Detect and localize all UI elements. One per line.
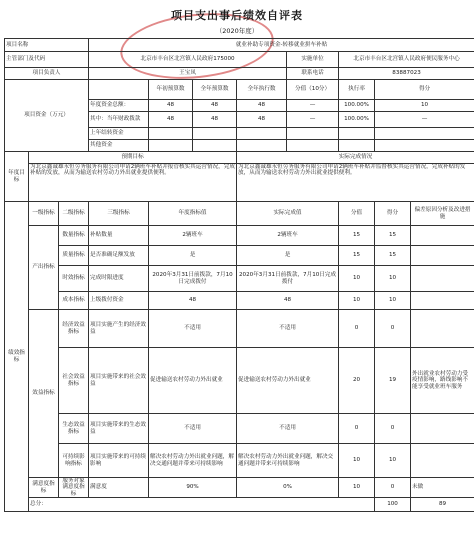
indicator-get: 0 — [375, 414, 411, 444]
indicator-target: 是 — [149, 246, 237, 266]
leader-label: 项目负责人 — [5, 68, 89, 80]
total-score: 100 — [375, 498, 411, 512]
funds-exec: 48 — [237, 100, 287, 112]
funds-label: 项目资金（万元） — [5, 80, 89, 152]
fiscal-year: （2020年度） — [215, 27, 259, 35]
indicator-row — [5, 310, 474, 348]
effect-label: 效益指标 — [29, 310, 59, 478]
funds-score: — — [287, 100, 339, 112]
dept-value: 北京市丰台区北宫镇人民政府175000 — [89, 52, 287, 68]
indicator-l2: 质量指标 — [59, 246, 89, 266]
indicator-reason — [411, 414, 474, 444]
indicator-row — [5, 266, 474, 292]
funds-score: — — [287, 112, 339, 128]
indicator-target: 促进输送农村劳动力外出就业 — [149, 348, 237, 414]
funds-full: 48 — [193, 100, 237, 112]
goal-actual: 为北京鑫诚雄永恒劳务服务有限公司申请2辆班车补贴并监督核实其运营情况，完成补贴的发放，从而为输送农村劳动力外出就业提供便利。 — [237, 164, 474, 202]
indicator-target: 90% — [149, 478, 237, 498]
goal-expected: 为北京鑫诚雄永恒劳务服务有限公司申请2辆班车补贴并报管核实其运营情况，完成补贴的发放，从而为输送农村劳动力外出就业提供便利。 — [29, 164, 237, 202]
satisfaction-label: 满意度指标 — [29, 478, 59, 498]
col-budget: 年初预算数 — [149, 80, 193, 100]
indicator-l3: 满意度 — [89, 478, 149, 498]
indicator-row — [5, 226, 474, 246]
total-row — [5, 498, 474, 512]
output-label: 产出指标 — [29, 226, 59, 310]
h-l1: 一级指标 — [29, 202, 59, 226]
indicator-get: 0 — [375, 478, 411, 498]
funds-row-label: 上年结转资金 — [89, 128, 149, 140]
indicator-target: 48 — [149, 292, 237, 310]
funds-row-label: 其他资金 — [89, 140, 149, 152]
indicator-target: 不适用 — [149, 310, 237, 348]
phone-label: 联系电话 — [287, 68, 339, 80]
indicator-reason — [411, 310, 474, 348]
indicator-score: 10 — [339, 478, 375, 498]
indicator-get: 15 — [375, 246, 411, 266]
indicator-actual: 2020年3月31日前拨款，7月10日完成拨付 — [237, 266, 339, 292]
indicator-get: 15 — [375, 226, 411, 246]
project-name-label: 项目名称 — [5, 39, 89, 52]
indicator-target: 2辆班车 — [149, 226, 237, 246]
indicator-row — [5, 246, 474, 266]
indicator-l2: 社会效益指标 — [59, 348, 89, 414]
indicator-reason — [411, 292, 474, 310]
col-score: 分值（10分） — [287, 80, 339, 100]
indicator-score: 10 — [339, 266, 375, 292]
indicator-actual: 不适用 — [237, 414, 339, 444]
indicator-l3: 项目实施带来的社会效益 — [89, 348, 149, 414]
indicator-actual: 0% — [237, 478, 339, 498]
h-reason: 偏差原因分析及改进措施 — [411, 202, 474, 226]
evaluation-table — [4, 38, 474, 512]
col-exec: 全年执行数 — [237, 80, 287, 100]
funds-budget: 48 — [149, 112, 193, 128]
goal-expected-header: 预期目标 — [29, 152, 237, 164]
funds-budget: 48 — [149, 100, 193, 112]
h-target: 年度指标值 — [149, 202, 237, 226]
indicator-l2: 生态效益指标 — [59, 414, 89, 444]
goal-actual-header: 实际完成情况 — [237, 152, 474, 164]
funds-rate: 100.00% — [339, 100, 375, 112]
indicator-score: 10 — [339, 444, 375, 478]
indicator-reason — [411, 444, 474, 478]
indicator-reason: 外出就业农村劳动力受疫情影响，路线影响不能享受就业班车服务 — [411, 348, 474, 414]
phone-value: 83887023 — [339, 68, 474, 80]
h-get: 得分 — [375, 202, 411, 226]
page-title: 项目支出事后绩效自评表 — [171, 9, 303, 22]
h-score: 分值 — [339, 202, 375, 226]
impl-label: 实施单位 — [287, 52, 339, 68]
indicator-actual: 48 — [237, 292, 339, 310]
col-full-budget: 全年预算数 — [193, 80, 237, 100]
indicator-get: 10 — [375, 266, 411, 292]
indicator-l2: 成本指标 — [59, 292, 89, 310]
impl-value: 北京市丰台区北宫镇人民政府便民服务中心 — [339, 52, 474, 68]
col-get: 得分 — [375, 80, 474, 100]
funds-get: — — [375, 112, 474, 128]
indicator-l3: 项目实施带来的生态效益 — [89, 414, 149, 444]
indicator-reason: 未做 — [411, 478, 474, 498]
indicator-actual: 不适用 — [237, 310, 339, 348]
indicator-l3: 项目实施产生的经济效益 — [89, 310, 149, 348]
indicator-target: 解决农村劳动力外出就业问题，解决交通问题并带来可持续影响 — [149, 444, 237, 478]
funds-full: 48 — [193, 112, 237, 128]
indicator-get: 0 — [375, 310, 411, 348]
indicator-score: 15 — [339, 226, 375, 246]
indicator-l3: 是否准确足额发放 — [89, 246, 149, 266]
total-get: 89 — [411, 498, 474, 512]
indicator-get: 10 — [375, 292, 411, 310]
funds-exec: 48 — [237, 112, 287, 128]
indicator-get: 10 — [375, 444, 411, 478]
h-l2: 二级指标 — [59, 202, 89, 226]
indicator-score: 15 — [339, 246, 375, 266]
indicator-row — [5, 478, 474, 498]
goal-label: 年度目标 — [5, 152, 29, 202]
total-label: 总分： — [29, 498, 375, 512]
indicator-score: 0 — [339, 414, 375, 444]
indicator-score: 20 — [339, 348, 375, 414]
indicators-label: 绩效指标 — [5, 202, 29, 512]
funds-row-label: 年度资金总额： — [89, 100, 149, 112]
indicator-score: 10 — [339, 292, 375, 310]
indicator-actual: 促进输送农村劳动力外出就业 — [237, 348, 339, 414]
indicator-l3: 补贴数量 — [89, 226, 149, 246]
h-l3: 三级指标 — [89, 202, 149, 226]
indicator-actual: 是 — [237, 246, 339, 266]
project-name: 就业补助专项资金-转移就业拼车补贴 — [89, 39, 474, 52]
indicator-l2: 经济效益指标 — [59, 310, 89, 348]
col-rate: 执行率 — [339, 80, 375, 100]
indicator-score: 0 — [339, 310, 375, 348]
indicator-l2: 可持续影响指标 — [59, 444, 89, 478]
indicator-target: 2020年3月31日前拨款，7月10日完成拨付 — [149, 266, 237, 292]
funds-get: 10 — [375, 100, 474, 112]
indicator-get: 19 — [375, 348, 411, 414]
indicator-l3: 上级拨付资金 — [89, 292, 149, 310]
indicator-l3: 项目实施带来的可持续影响 — [89, 444, 149, 478]
indicator-l2: 时效指标 — [59, 266, 89, 292]
dept-label: 主管部门及代码 — [5, 52, 89, 68]
leader-value: 王宝凤 — [89, 68, 287, 80]
indicator-row — [5, 414, 474, 444]
indicator-reason — [411, 266, 474, 292]
indicator-reason — [411, 226, 474, 246]
indicator-actual: 解决农村劳动力外出就业问题，解决交通问题并带来可持续影响 — [237, 444, 339, 478]
indicator-target: 不适用 — [149, 414, 237, 444]
indicator-row — [5, 348, 474, 414]
indicator-actual: 2辆班车 — [237, 226, 339, 246]
h-actual: 实际完成值 — [237, 202, 339, 226]
indicator-l2: 服务对象满意度指标 — [59, 478, 89, 498]
funds-row-label: 其中：当年财政拨款 — [89, 112, 149, 128]
funds-rate: 100.00% — [339, 112, 375, 128]
indicator-row — [5, 444, 474, 478]
indicator-l2: 数量指标 — [59, 226, 89, 246]
indicator-row — [5, 292, 474, 310]
indicator-l3: 完成时限进度 — [89, 266, 149, 292]
indicator-reason — [411, 246, 474, 266]
